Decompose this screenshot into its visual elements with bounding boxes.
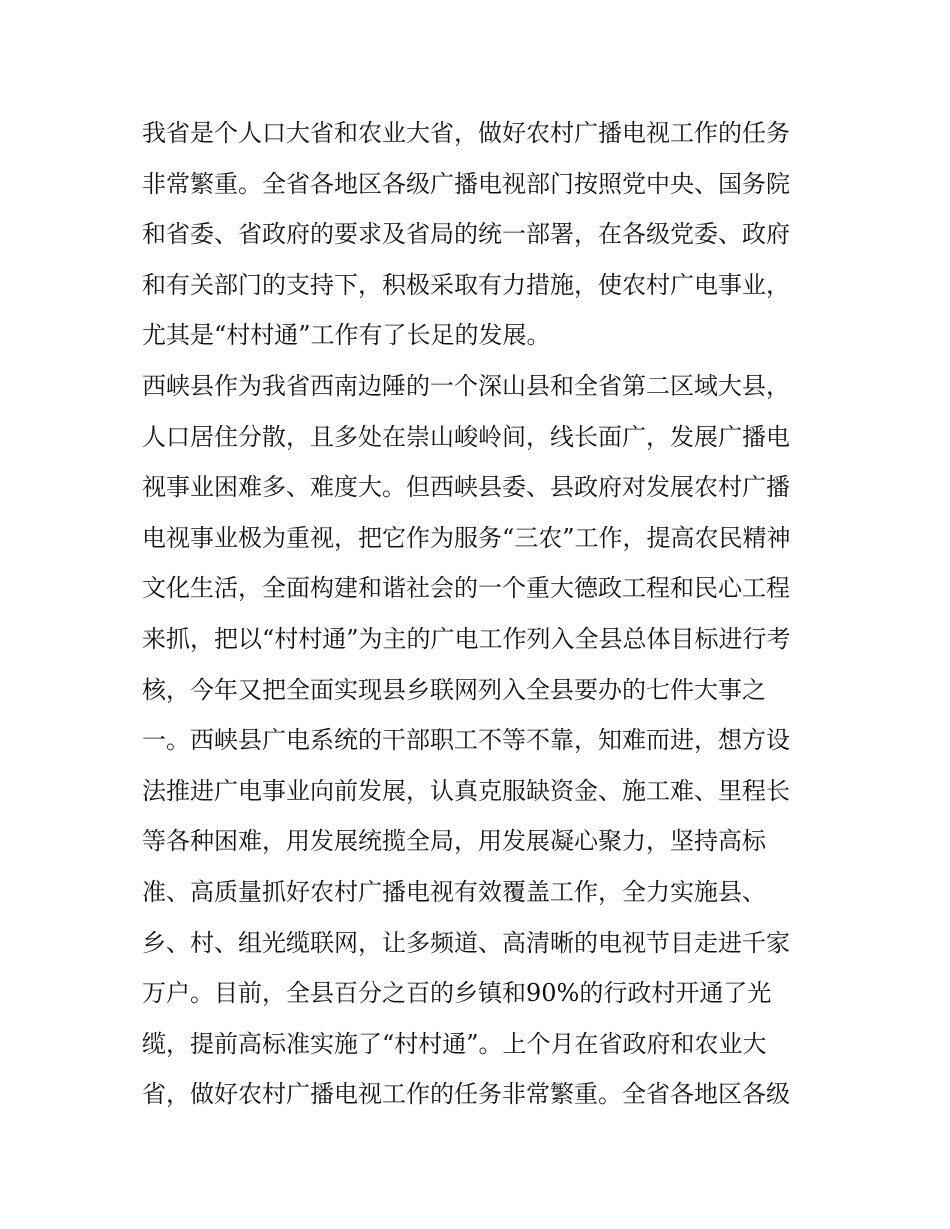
text-line: 缆，提前高标准实施了“村村通”。上个月在省政府和农业大 (142, 1029, 767, 1058)
text-line: 尤其是“村村通”工作有了长足的发展。 (142, 321, 551, 350)
text-line: 人口居住分散，且多处在崇山峻岭间，线长面广，发展广播电 (142, 422, 790, 451)
text-line: 非常繁重。全省各地区各级广播电视部门按照党中央、国务院 (142, 169, 790, 198)
text-line: 省，做好农村广播电视工作的任务非常繁重。全省各地区各级 (142, 1080, 790, 1109)
text-line: 西峡县作为我省西南边陲的一个深山县和全省第二区域大县， (142, 371, 790, 400)
text-line: 和有关部门的支持下，积极采取有力措施，使农村广电事业， (142, 270, 790, 299)
text-line: 一。西峡县广电系统的干部职工不等不靠，知难而进，想方设 (142, 726, 790, 755)
text-line: 文化生活，全面构建和谐社会的一个重大德政工程和民心工程 (142, 574, 790, 603)
text-line: 万户。目前，全县百分之百的乡镇和90%的行政村开通了光 (142, 979, 772, 1008)
document-body (142, 108, 814, 1120)
text-line: 我省是个人口大省和农业大省，做好农村广播电视工作的任务 (142, 119, 790, 147)
text-line: 电视事业极为重视，把它作为服务“三农”工作，提高农民精神 (142, 523, 791, 552)
text-line: 来抓，把以“村村通”为主的广电工作列入全县总体目标进行考 (142, 624, 791, 653)
text-line: 视事业困难多、难度大。但西峡县委、县政府对发展农村广播 (142, 473, 790, 502)
text-line: 和省委、省政府的要求及省局的统一部署，在各级党委、政府 (142, 220, 790, 249)
text-line: 等各种困难，用发展统揽全局，用发展凝心聚力，坚持高标 (142, 827, 766, 856)
paragraph-1 (142, 108, 814, 361)
text-line: 乡、村、组光缆联网，让多频道、高清晰的电视节目走进千家 (142, 928, 790, 957)
text-line: 法推进广电事业向前发展，认真克服缺资金、施工难、里程长 (142, 776, 790, 805)
text-line: 核，今年又把全面实现县乡联网列入全县要办的七件大事之 (142, 675, 766, 704)
paragraph-2 (142, 361, 814, 1120)
text-line: 准、高质量抓好农村广播电视有效覆盖工作，全力实施县、 (142, 877, 766, 906)
